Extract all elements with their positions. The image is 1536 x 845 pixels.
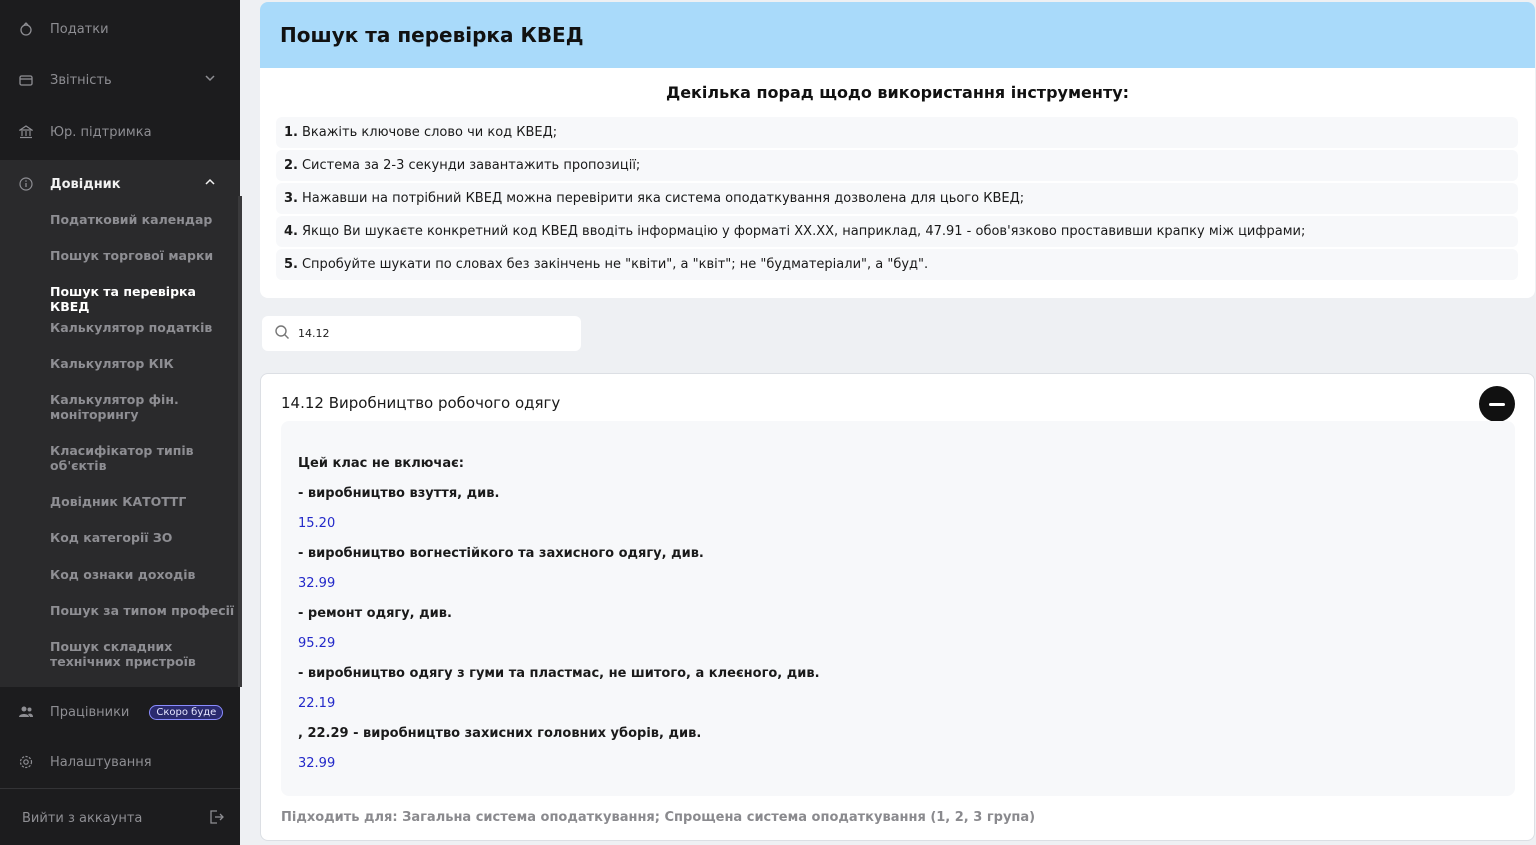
sidebar-item-kved-search[interactable]: Пошук та перевірка КВЕД bbox=[50, 284, 196, 314]
sidebar-item-income-code[interactable]: Код ознаки доходів bbox=[50, 567, 196, 582]
tip-number: 5. bbox=[284, 257, 298, 272]
description-line: - виробництво одягу з гуми та пластмас, не шитого, а клеєного, див. bbox=[298, 666, 820, 681]
description-line: - виробництво вогнестійкого та захисного одягу, див. bbox=[298, 546, 704, 561]
kved-description bbox=[281, 421, 1515, 796]
tip-text: Якщо Ви шукаєте конкретний код КВЕД вводіть інформацію у форматі XX.XX, наприклад, 47.91 - обов'язково проставивши крапку між цифрами; bbox=[301, 224, 1306, 239]
kved-link[interactable]: 32.99 bbox=[298, 576, 336, 591]
tip-text: Нажавши на потрібний КВЕД можна перевірити яка система оподаткування дозволена для цього КВЕД; bbox=[301, 191, 1025, 206]
description-line: - виробництво взуття, див. bbox=[298, 486, 500, 501]
sidebar-divider bbox=[0, 788, 240, 789]
tips-panel bbox=[260, 68, 1535, 298]
search-box bbox=[262, 316, 581, 351]
tip-number: 3. bbox=[284, 191, 298, 206]
tip-item bbox=[276, 117, 1518, 148]
sidebar-item-trademark-search[interactable]: Пошук торгової марки bbox=[50, 248, 214, 263]
kved-link[interactable]: 32.99 bbox=[298, 756, 336, 771]
coming-soon-badge: Скоро буде bbox=[149, 705, 223, 720]
suitable-tax-systems: Підходить для: Загальна система оподаткування; Спрощена система оподаткування (1, 2, 3 група) bbox=[281, 810, 1036, 825]
sidebar-item-tax-calculator[interactable]: Калькулятор податків bbox=[50, 320, 213, 335]
tip-number: 1. bbox=[284, 125, 298, 140]
logout-label: Вийти з аккаунта bbox=[22, 810, 143, 826]
tips-title: Декілька порад щодо використання інструменту: bbox=[665, 83, 1130, 102]
minus-icon bbox=[1489, 403, 1505, 406]
chevron-up-icon bbox=[204, 176, 216, 192]
tip-text: Спробуйте шукати по словах без закінчень не "квіти", а "квіт"; не "будматеріали", а "буд". bbox=[301, 257, 929, 272]
sidebar-item-workers[interactable] bbox=[0, 692, 240, 732]
logout-button[interactable] bbox=[0, 798, 240, 838]
tip-number: 4. bbox=[284, 224, 298, 239]
sidebar-item-katottg[interactable]: Довідник КАТОТТГ bbox=[50, 494, 187, 509]
search-icon bbox=[274, 324, 290, 344]
report-icon bbox=[18, 72, 34, 88]
sidebar-item-kik-calculator[interactable]: Калькулятор КІК bbox=[50, 356, 174, 371]
tip-text: Система за 2-3 секунди завантажить пропозиції; bbox=[301, 158, 641, 173]
tip-text: Вкажіть ключове слово чи код КВЕД; bbox=[301, 125, 558, 140]
page-header bbox=[260, 2, 1535, 68]
sidebar-item-label: Податки bbox=[50, 21, 109, 37]
bank-icon bbox=[18, 124, 34, 140]
page-title: Пошук та перевірка КВЕД bbox=[280, 23, 584, 47]
sidebar-item-technical-devices-search[interactable]: Пошук складних технічних пристроїв bbox=[50, 639, 196, 669]
sidebar bbox=[0, 0, 240, 845]
sidebar-item-settings[interactable] bbox=[0, 742, 240, 782]
sidebar-item-label: Юр. підтримка bbox=[50, 124, 152, 140]
sidebar-item-taxes[interactable] bbox=[0, 5, 240, 53]
tip-item bbox=[276, 249, 1518, 280]
logout-icon bbox=[208, 809, 224, 829]
sidebar-item-profession-search[interactable]: Пошук за типом професії bbox=[50, 603, 235, 618]
collapse-button[interactable] bbox=[1479, 386, 1515, 422]
sidebar-group-reference-header[interactable] bbox=[0, 160, 240, 208]
sidebar-item-zo-category-code[interactable]: Код категорії ЗО bbox=[50, 530, 173, 545]
tip-number: 2. bbox=[284, 158, 298, 173]
search-input[interactable] bbox=[298, 327, 558, 340]
sidebar-item-fin-monitoring-calculator[interactable]: Калькулятор фін. моніторингу bbox=[50, 392, 179, 422]
sidebar-scrollbar[interactable] bbox=[238, 196, 242, 687]
users-icon bbox=[18, 704, 34, 720]
tip-item bbox=[276, 216, 1518, 247]
kved-result-title[interactable]: 14.12 Виробництво робочого одягу bbox=[281, 394, 561, 412]
kved-link[interactable]: 22.19 bbox=[298, 696, 336, 711]
description-line: Цей клас не включає: bbox=[298, 456, 464, 471]
kved-link[interactable]: 15.20 bbox=[298, 516, 336, 531]
sidebar-item-label: Звітність bbox=[50, 72, 112, 88]
gear-icon bbox=[18, 754, 34, 770]
info-icon bbox=[18, 176, 34, 192]
sidebar-item-tax-calendar[interactable]: Податковий календар bbox=[50, 212, 213, 227]
sidebar-item-object-types-classifier[interactable]: Класифікатор типів об'єктів bbox=[50, 443, 194, 473]
tax-icon bbox=[18, 21, 34, 37]
sidebar-item-label: Працівники bbox=[50, 704, 130, 720]
sidebar-item-reports[interactable] bbox=[0, 56, 240, 104]
tip-item bbox=[276, 183, 1518, 214]
sidebar-item-label: Налаштування bbox=[50, 754, 152, 770]
chevron-down-icon bbox=[204, 72, 216, 88]
description-line: - ремонт одягу, див. bbox=[298, 606, 452, 621]
kved-link[interactable]: 95.29 bbox=[298, 636, 336, 651]
sidebar-group-reference bbox=[0, 160, 240, 687]
sidebar-item-legal-support[interactable] bbox=[0, 108, 240, 156]
description-line: , 22.29 - виробництво захисних головних уборів, див. bbox=[298, 726, 702, 741]
kved-result-card bbox=[260, 373, 1535, 841]
sidebar-group-label: Довідник bbox=[50, 176, 121, 192]
tip-item bbox=[276, 150, 1518, 181]
